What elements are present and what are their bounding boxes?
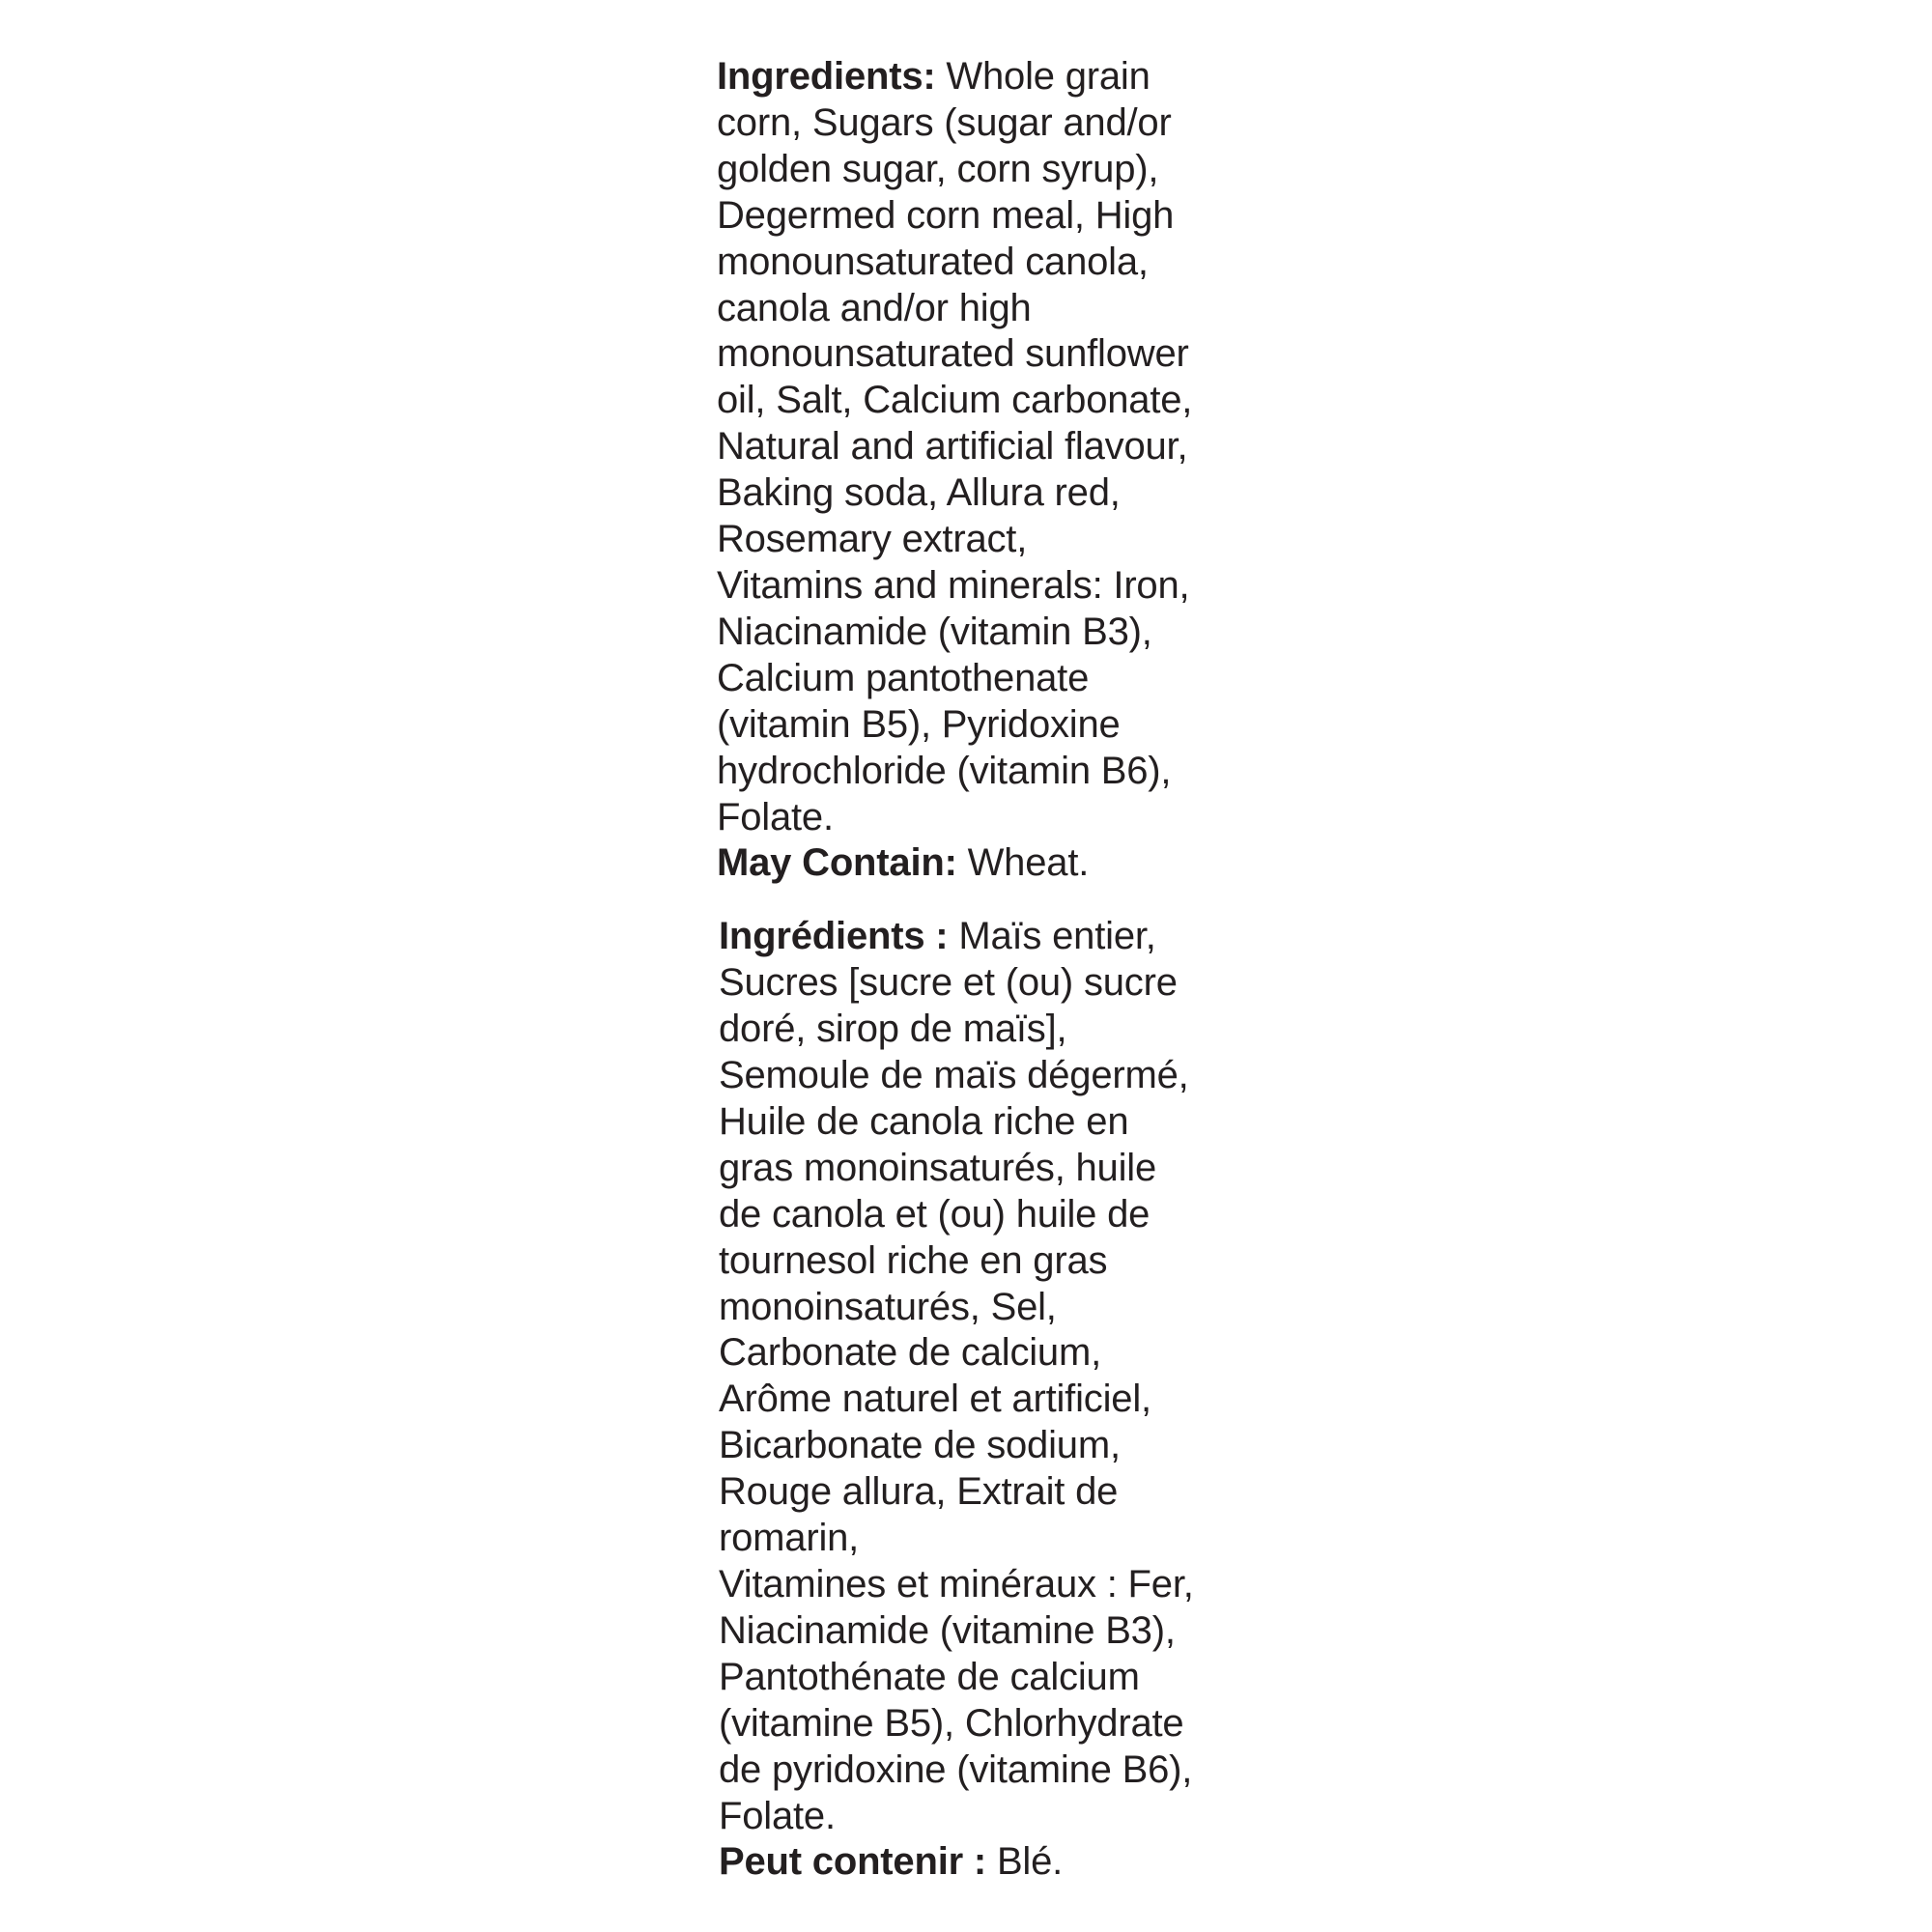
english-ingredients-block <box>717 54 1296 887</box>
text-line: de canola et (ou) huile de <box>719 1192 1151 1236</box>
text-line: corn, Sugars (sugar and/or <box>717 100 1172 144</box>
ingredients-heading: Ingrédients : <box>719 915 949 958</box>
text-line: Baking soda, Allura red, <box>717 471 1121 515</box>
text-line: oil, Salt, Calcium carbonate, <box>717 379 1193 422</box>
text-line: doré, sirop de maïs], <box>719 1008 1067 1051</box>
allergen-statement <box>719 1839 1296 1886</box>
ingredients-text: Maïs entier, <box>948 915 1156 958</box>
text-line: monounsaturated canola, <box>717 240 1149 283</box>
text-line: Arôme naturel et artificiel, <box>719 1378 1151 1421</box>
text-line: Niacinamide (vitamin B3), <box>717 610 1152 653</box>
text-line: tournesol riche en gras <box>719 1238 1108 1282</box>
text-line: monounsaturated sunflower <box>717 332 1189 376</box>
text-line: Sucres [sucre et (ou) sucre <box>719 961 1178 1005</box>
text-line: Huile de canola riche en <box>719 1099 1129 1143</box>
text-line: canola and/or high <box>717 286 1032 329</box>
allergen-text: Wheat. <box>956 841 1090 885</box>
allergen-heading: May Contain: <box>717 841 957 885</box>
text-line: (vitamin B5), Pyridoxine <box>717 702 1121 746</box>
text-line: (vitamine B5), Chlorhydrate <box>719 1701 1184 1745</box>
text-line: Vitamines et minéraux : Fer, <box>719 1563 1194 1605</box>
text-line: Calcium pantothenate <box>717 656 1090 699</box>
text-line: gras monoinsaturés, huile <box>719 1146 1157 1189</box>
text-line: romarin, <box>719 1517 860 1560</box>
text-line: Rouge allura, Extrait de <box>719 1470 1119 1514</box>
ingredients-text: Whole grain <box>935 55 1151 98</box>
allergen-text: Blé. <box>986 1840 1064 1884</box>
allergen-heading: Peut contenir : <box>719 1840 987 1884</box>
text-line: monoinsaturés, Sel, <box>719 1285 1057 1328</box>
allergen-statement <box>717 840 1296 887</box>
text-line: Carbonate de calcium, <box>719 1331 1102 1375</box>
text-line: Degermed corn meal, High <box>717 193 1175 237</box>
text-line <box>717 54 1296 100</box>
text-line <box>719 914 1296 960</box>
text-line: Niacinamide (vitamine B3), <box>719 1608 1176 1652</box>
ingredients-heading: Ingredients: <box>717 55 936 98</box>
text-line: Rosemary extract, <box>717 518 1028 561</box>
text-line: Pantothénate de calcium <box>719 1655 1140 1698</box>
text-line: Folate. <box>717 795 834 838</box>
text-line: Vitamins and minerals: Iron, <box>717 563 1190 607</box>
french-ingredients-block <box>719 914 1296 1886</box>
text-line: Semoule de maïs dégermé, <box>719 1054 1189 1097</box>
text-line: Bicarbonate de sodium, <box>719 1424 1121 1467</box>
ingredients-label-panel <box>717 54 1296 1886</box>
text-line: hydrochloride (vitamin B6), <box>717 749 1172 792</box>
text-line: Natural and artificial flavour, <box>717 425 1188 469</box>
text-line: golden sugar, corn syrup), <box>717 147 1159 190</box>
text-line: Folate. <box>719 1794 836 1837</box>
text-line: de pyridoxine (vitamine B6), <box>719 1747 1193 1791</box>
